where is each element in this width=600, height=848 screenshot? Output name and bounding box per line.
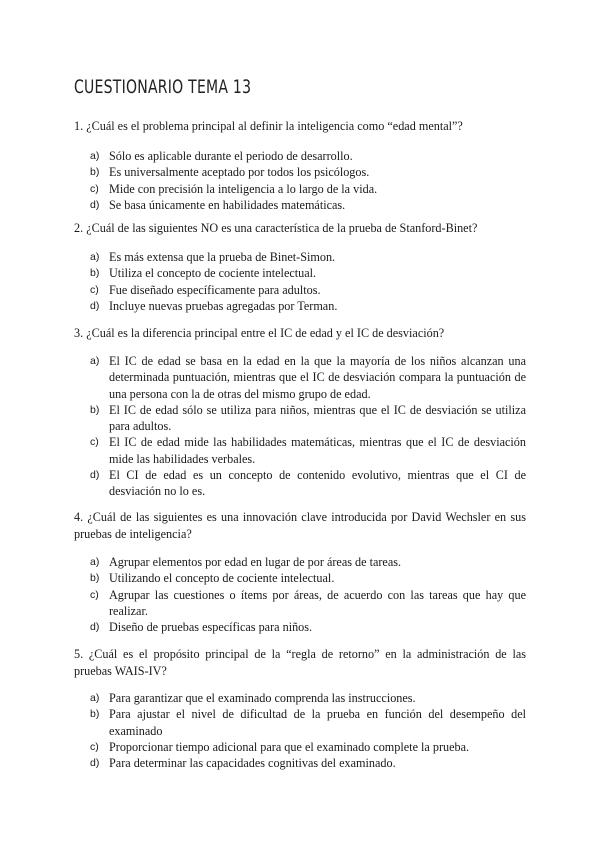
option-3d: d) El CI de edad es un concepto de contenido evolutivo, mientras que el CI de desviación no lo es. (90, 468, 526, 499)
question-1: 1. ¿Cuál es el problema principal al definir la inteligencia como “edad mental”? (74, 119, 463, 133)
option-1a: a) Sólo es aplicable durante el periodo de desarrollo. (90, 149, 353, 163)
page-title: CUESTIONARIO TEMA 13 (74, 76, 252, 98)
option-4d: d) Diseño de pruebas específicas para niños. (90, 620, 313, 635)
option-5d: d) Para determinar las capacidades cognitivas del examinado. (90, 756, 396, 771)
option-2d: d) Incluye nuevas pruebas agregadas por Terman. (90, 298, 338, 313)
option-1b: b) Es universalmente aceptado por todos los psicólogos. (90, 165, 370, 180)
option-3c: c) El IC de edad mide las habilidades matemáticas, mientras que el IC de desviación mide las habilidades verbales. (90, 435, 526, 466)
option-5b: b) Para ajustar el nivel de dificultad de la prueba en función del desempeño del examinado (90, 707, 526, 738)
question-2: 2. ¿Cuál de las siguientes NO es una característica de la prueba de Stanford-Binet? (74, 221, 478, 235)
option-3a: a) El IC de edad se basa en la edad en la que la mayoría de los niños alcanzan una determinada puntuación, mientras que el IC de desviación compara la puntuación de una persona con la de otras del mismo grupo de edad. (90, 354, 526, 401)
option-1d: d) Se basa únicamente en habilidades matemáticas. (90, 197, 346, 212)
option-5c: c) Proporcionar tiempo adicional para que el examinado complete la prueba. (90, 739, 470, 754)
option-2c: c) Fue diseñado específicamente para adultos. (90, 282, 321, 297)
question-2-options (74, 249, 526, 314)
question-3-options (74, 353, 526, 500)
question-5: 5. ¿Cuál es el propósito principal de la “regla de retorno” en la administración de las pruebas WAIS-IV? (74, 647, 526, 678)
question-4: 4. ¿Cuál de las siguientes es una innovación clave introducida por David Wechsler en sus pruebas de inteligencia? (74, 510, 526, 541)
question-4-options (74, 554, 526, 635)
option-2b: b) Utiliza el concepto de cociente intelectual. (90, 266, 317, 281)
option-1c: c) Mide con precisión la inteligencia a lo largo de la vida. (90, 181, 378, 196)
option-2a: a) Es más extensa que la prueba de Binet-Simon. (90, 250, 336, 264)
question-5-options (74, 690, 526, 771)
option-4c: c) Agrupar las cuestiones o ítems por áreas, de acuerdo con las tareas que hay que realizar. (90, 587, 526, 618)
option-4b: b) Utilizando el concepto de cociente intelectual. (90, 571, 335, 586)
question-1-options (74, 148, 526, 213)
option-5a: a) Para garantizar que el examinado comprenda las instrucciones. (90, 691, 416, 705)
option-3b: b) El IC de edad sólo se utiliza para niños, mientras que el IC de desviación se utiliza para adultos. (90, 402, 526, 434)
question-3: 3. ¿Cuál es la diferencia principal entre el IC de edad y el IC de desviación? (74, 326, 445, 340)
option-4a: a) Agrupar elementos por edad en lugar de por áreas de tareas. (90, 555, 402, 569)
